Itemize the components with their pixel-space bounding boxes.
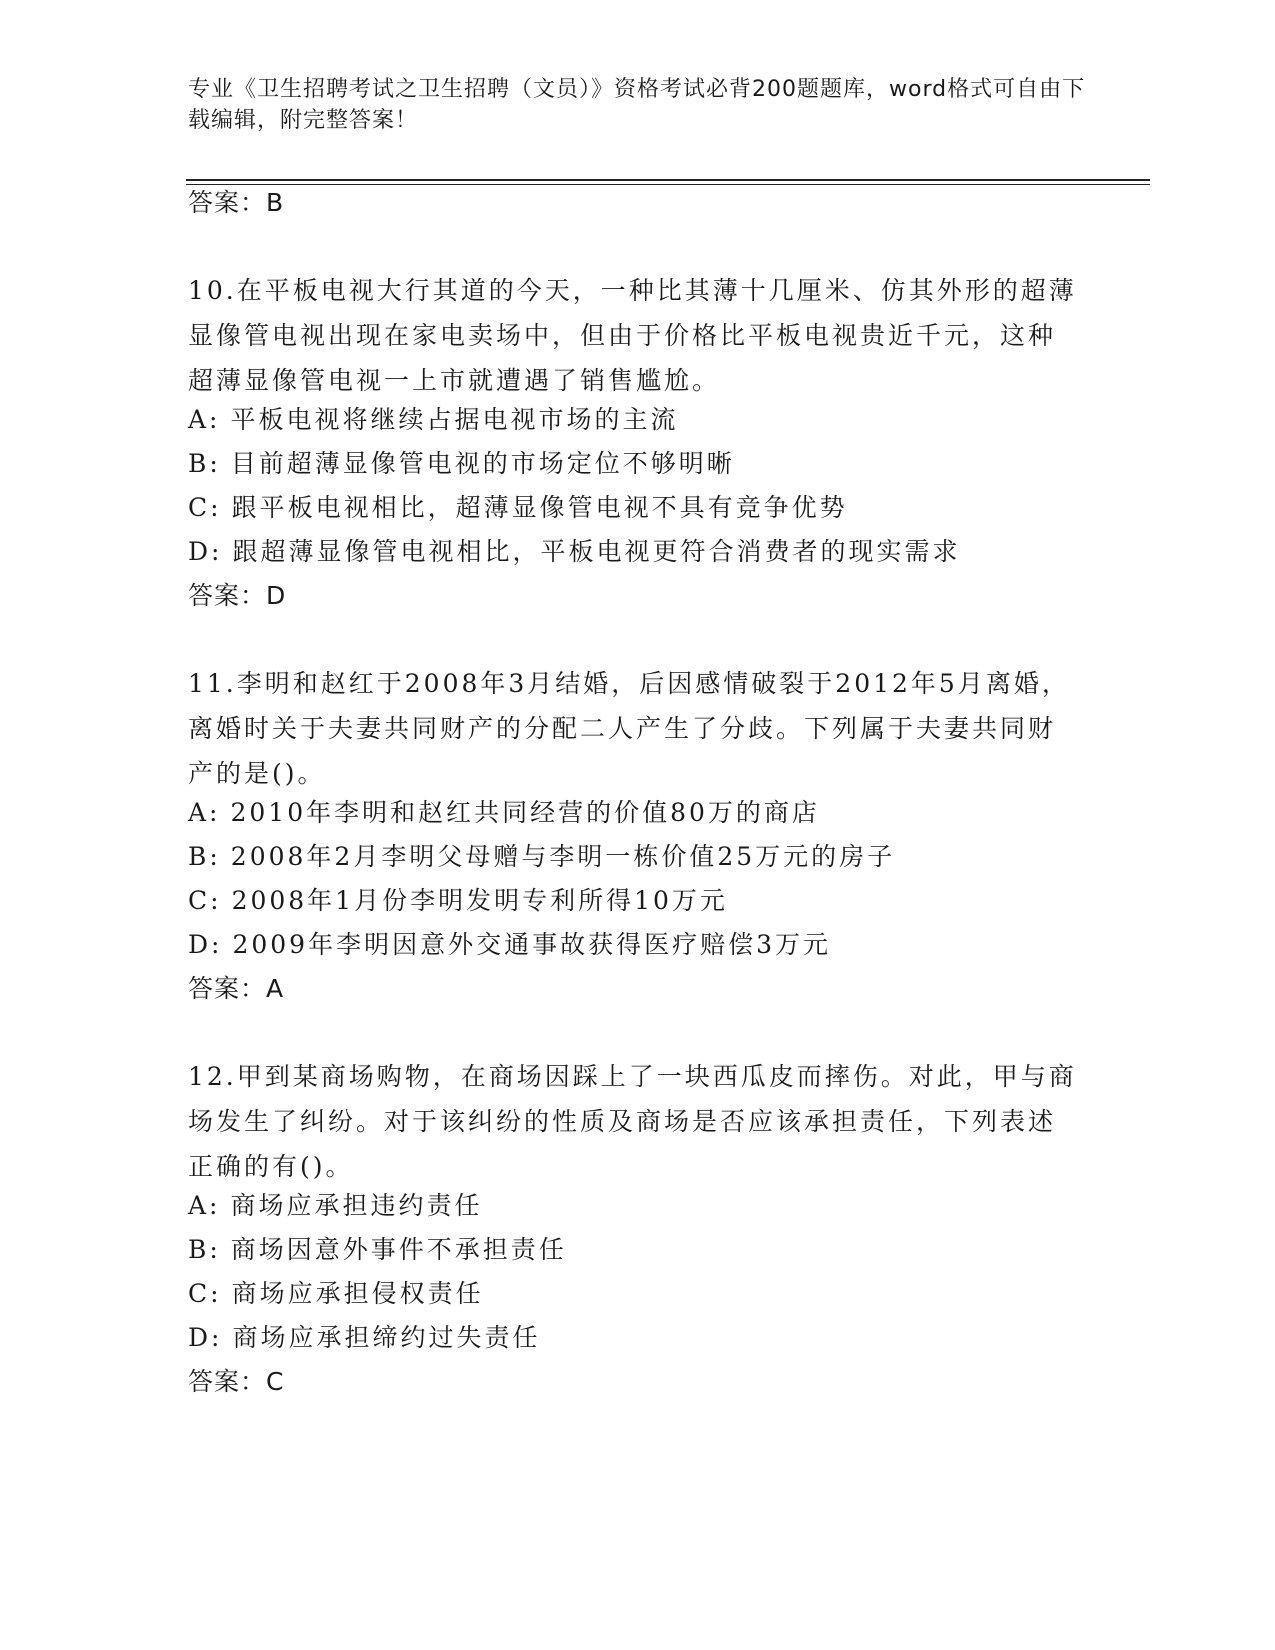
option-letter: C:	[188, 886, 222, 915]
option-letter: A:	[188, 1191, 221, 1220]
option-letter: B:	[188, 449, 221, 478]
question-11-option-c	[188, 886, 728, 916]
question-11-text: 11.李明和赵红于2008年3月结婚，后因感情破裂于2012年5月离婚，离婚时关于夫妻共同财产的分配二人产生了分歧。下列属于夫妻共同财产的是()。	[188, 669, 1070, 788]
option-text: 跟平板电视相比，超薄显像管电视不具有竞争优势	[231, 493, 848, 522]
option-letter: B:	[188, 1235, 221, 1264]
question-10-answer: 答案：D	[188, 581, 287, 610]
question-10-option-c	[188, 493, 848, 523]
question-10-option-d	[188, 537, 960, 567]
header-rule-thin	[186, 184, 1150, 185]
option-letter: A:	[188, 405, 221, 434]
option-letter: C:	[188, 493, 222, 522]
question-12-answer: 答案：C	[188, 1367, 285, 1396]
question-12-text: 12.甲到某商场购物，在商场因踩上了一块西瓜皮而摔伤。对此，甲与商场发生了纠纷。对于该纠纷的性质及商场是否应该承担责任，下列表述正确的有()。	[188, 1062, 1077, 1181]
option-text: 2009年李明因意外交通事故获得医疗赔偿3万元	[232, 930, 831, 959]
option-letter: D:	[188, 930, 223, 959]
option-text: 商场因意外事件不承担责任	[230, 1235, 567, 1264]
question-12-option-d	[188, 1323, 540, 1353]
option-text: 商场应承担违约责任	[230, 1191, 483, 1220]
question-11-answer: 答案：A	[188, 974, 285, 1003]
document-header: 专业《卫生招聘考试之卫生招聘（文员）》资格考试必背200题题库，word格式可自由下载编辑，附完整答案！	[188, 77, 1086, 133]
option-text: 商场应承担侵权责任	[231, 1279, 484, 1308]
option-text: 跟超薄显像管电视相比，平板电视更符合消费者的现实需求	[232, 537, 961, 566]
previous-answer: 答案：B	[188, 188, 285, 217]
option-letter: B:	[188, 842, 221, 871]
question-11-option-d	[188, 930, 831, 960]
option-text: 2010年李明和赵红共同经营的价值80万的商店	[230, 798, 820, 827]
question-10-option-b	[188, 449, 735, 479]
option-letter: D:	[188, 1323, 223, 1352]
option-text: 2008年1月份李明发明专利所得10万元	[231, 886, 728, 915]
question-12-option-b	[188, 1235, 567, 1265]
option-text: 2008年2月李明父母赠与李明一栋价值25万元的房子	[230, 842, 896, 871]
question-10-option-a	[188, 405, 679, 435]
header-rule-thick	[186, 179, 1150, 181]
question-10-text: 10.在平板电视大行其道的今天，一种比其薄十几厘米、仿其外形的超薄显像管电视出现在家电卖场中，但由于价格比平板电视贵近千元，这种超薄显像管电视一上市就遭遇了销售尴尬。	[188, 276, 1077, 395]
question-12-option-a	[188, 1191, 483, 1221]
option-text: 目前超薄显像管电视的市场定位不够明晰	[230, 449, 735, 478]
option-text: 商场应承担缔约过失责任	[232, 1323, 541, 1352]
option-text: 平板电视将继续占据电视市场的主流	[230, 405, 679, 434]
question-11-option-a	[188, 798, 820, 828]
option-letter: D:	[188, 537, 223, 566]
question-11-option-b	[188, 842, 895, 872]
option-letter: C:	[188, 1279, 222, 1308]
option-letter: A:	[188, 798, 221, 827]
question-12-option-c	[188, 1279, 484, 1309]
